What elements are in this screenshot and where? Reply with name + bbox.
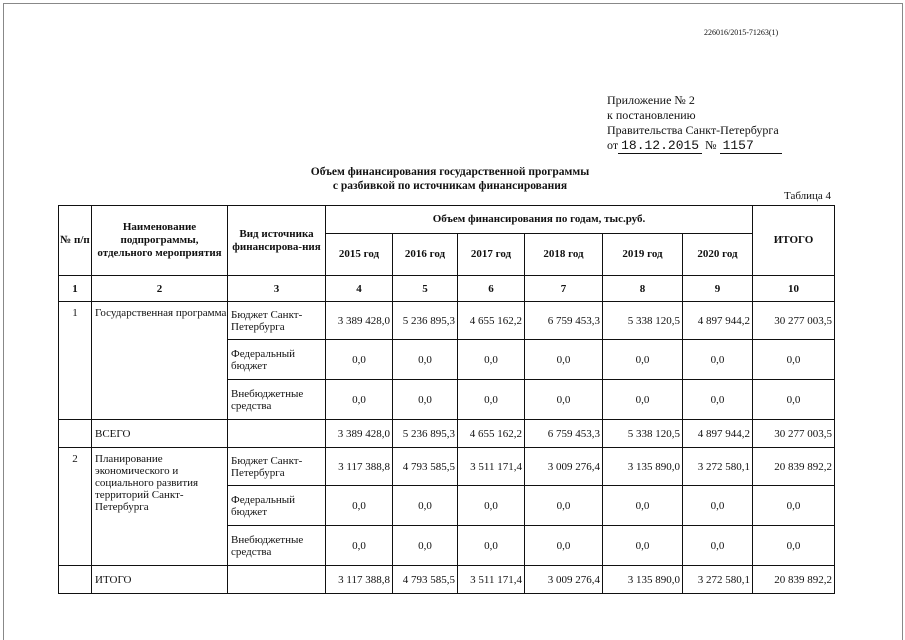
value-cell: 0,0 bbox=[683, 526, 753, 566]
value-cell: 0,0 bbox=[393, 380, 458, 420]
header-year: 2017 год bbox=[458, 234, 525, 276]
appendix-line-3: Правительства Санкт-Петербурга bbox=[607, 123, 779, 137]
date-prefix: от bbox=[607, 138, 619, 152]
value-cell: 3 135 890,0 bbox=[603, 566, 683, 594]
page-border-left bbox=[3, 3, 4, 640]
header-year: 2018 год bbox=[525, 234, 603, 276]
value-cell: 0,0 bbox=[393, 486, 458, 526]
value-cell: 0,0 bbox=[603, 340, 683, 380]
value-cell: 3 389 428,0 bbox=[326, 302, 393, 340]
value-cell: 0,0 bbox=[525, 340, 603, 380]
source-name: Бюджет Санкт-Петербурга bbox=[228, 448, 326, 486]
financing-table bbox=[58, 205, 835, 594]
page-border-right bbox=[902, 3, 903, 640]
value-cell: 0,0 bbox=[683, 340, 753, 380]
source-name: Внебюджетные средства bbox=[228, 380, 326, 420]
page-border-top bbox=[3, 3, 902, 4]
value-cell: 0,0 bbox=[525, 380, 603, 420]
table-number: Таблица 4 bbox=[784, 190, 832, 202]
resolution-number: 1157 bbox=[720, 138, 782, 154]
value-cell: 5 338 120,5 bbox=[603, 302, 683, 340]
value-cell: 3 272 580,1 bbox=[683, 566, 753, 594]
value-cell: 3 009 276,4 bbox=[525, 448, 603, 486]
total-cell: 30 277 003,5 bbox=[753, 420, 835, 448]
value-cell: 0,0 bbox=[326, 340, 393, 380]
header-total: ИТОГО bbox=[753, 206, 835, 276]
value-cell: 0,0 bbox=[393, 340, 458, 380]
total-cell: 20 839 892,2 bbox=[753, 566, 835, 594]
column-number: 8 bbox=[603, 276, 683, 302]
value-cell: 0,0 bbox=[603, 486, 683, 526]
column-number: 1 bbox=[59, 276, 92, 302]
program-name: Планирование экономического и социального развития территорий Санкт-Петербурга bbox=[92, 448, 228, 566]
title-line-2: с разбивкой по источникам финансирования bbox=[332, 180, 568, 192]
empty-cell bbox=[228, 420, 326, 448]
header-no: № п/п bbox=[59, 206, 92, 276]
column-number: 5 bbox=[393, 276, 458, 302]
document-id: 226016/2015-71263(1) bbox=[704, 28, 779, 37]
column-number: 3 bbox=[228, 276, 326, 302]
value-cell: 3 117 388,8 bbox=[326, 566, 393, 594]
appendix-line-1: Приложение № 2 bbox=[607, 93, 695, 107]
total-label: ИТОГО bbox=[92, 566, 228, 594]
header-year: 2015 год bbox=[326, 234, 393, 276]
value-cell: 0,0 bbox=[458, 340, 525, 380]
value-cell: 0,0 bbox=[326, 526, 393, 566]
total-label: ВСЕГО bbox=[92, 420, 228, 448]
value-cell: 0,0 bbox=[393, 526, 458, 566]
header-year: 2019 год bbox=[603, 234, 683, 276]
row-number: 1 bbox=[59, 302, 92, 420]
value-cell: 0,0 bbox=[603, 380, 683, 420]
value-cell: 3 135 890,0 bbox=[603, 448, 683, 486]
value-cell: 4 897 944,2 bbox=[683, 302, 753, 340]
total-cell: 30 277 003,5 bbox=[753, 302, 835, 340]
value-cell: 4 897 944,2 bbox=[683, 420, 753, 448]
value-cell: 0,0 bbox=[326, 486, 393, 526]
value-cell: 5 236 895,3 bbox=[393, 420, 458, 448]
column-number: 9 bbox=[683, 276, 753, 302]
total-cell: 0,0 bbox=[753, 486, 835, 526]
header-year: 2020 год bbox=[683, 234, 753, 276]
value-cell: 5 338 120,5 bbox=[603, 420, 683, 448]
total-cell: 20 839 892,2 bbox=[753, 448, 835, 486]
header-name: Наименование подпрограммы, отдельного мероприятия bbox=[92, 206, 228, 276]
column-number: 6 bbox=[458, 276, 525, 302]
header-year: 2016 год bbox=[393, 234, 458, 276]
value-cell: 0,0 bbox=[458, 380, 525, 420]
value-cell: 3 389 428,0 bbox=[326, 420, 393, 448]
value-cell: 0,0 bbox=[525, 526, 603, 566]
value-cell: 0,0 bbox=[683, 486, 753, 526]
value-cell: 0,0 bbox=[458, 486, 525, 526]
value-cell: 3 511 171,4 bbox=[458, 566, 525, 594]
title-line-1: Объем финансирования государственной программы bbox=[310, 166, 590, 178]
value-cell: 4 793 585,5 bbox=[393, 566, 458, 594]
appendix-line-2: к постановлению bbox=[607, 108, 696, 122]
empty-cell bbox=[59, 566, 92, 594]
column-number: 4 bbox=[326, 276, 393, 302]
source-name: Федеральный бюджет bbox=[228, 340, 326, 380]
value-cell: 3 272 580,1 bbox=[683, 448, 753, 486]
table-row bbox=[59, 302, 835, 340]
column-number: 7 bbox=[525, 276, 603, 302]
value-cell: 0,0 bbox=[603, 526, 683, 566]
number-prefix: № bbox=[705, 138, 717, 152]
header-source: Вид источника финансирова-ния bbox=[228, 206, 326, 276]
total-row bbox=[59, 566, 835, 594]
column-number: 10 bbox=[753, 276, 835, 302]
total-cell: 0,0 bbox=[753, 340, 835, 380]
resolution-date: 18.12.2015 bbox=[618, 138, 702, 154]
appendix-date-row bbox=[607, 138, 782, 154]
value-cell: 3 117 388,8 bbox=[326, 448, 393, 486]
column-number-row bbox=[59, 276, 835, 302]
appendix-block bbox=[607, 93, 782, 154]
value-cell: 0,0 bbox=[326, 380, 393, 420]
document-title bbox=[250, 165, 650, 193]
value-cell: 0,0 bbox=[525, 486, 603, 526]
program-name: Государственная программа bbox=[92, 302, 228, 420]
table-row bbox=[59, 448, 835, 486]
value-cell: 3 009 276,4 bbox=[525, 566, 603, 594]
source-name: Федеральный бюджет bbox=[228, 486, 326, 526]
value-cell: 4 793 585,5 bbox=[393, 448, 458, 486]
value-cell: 0,0 bbox=[683, 380, 753, 420]
value-cell: 4 655 162,2 bbox=[458, 302, 525, 340]
row-number: 2 bbox=[59, 448, 92, 566]
total-cell: 0,0 bbox=[753, 380, 835, 420]
value-cell: 4 655 162,2 bbox=[458, 420, 525, 448]
value-cell: 6 759 453,3 bbox=[525, 302, 603, 340]
value-cell: 5 236 895,3 bbox=[393, 302, 458, 340]
column-number: 2 bbox=[92, 276, 228, 302]
value-cell: 6 759 453,3 bbox=[525, 420, 603, 448]
value-cell: 3 511 171,4 bbox=[458, 448, 525, 486]
total-cell: 0,0 bbox=[753, 526, 835, 566]
total-row bbox=[59, 420, 835, 448]
empty-cell bbox=[59, 420, 92, 448]
source-name: Бюджет Санкт-Петербурга bbox=[228, 302, 326, 340]
empty-cell bbox=[228, 566, 326, 594]
source-name: Внебюджетные средства bbox=[228, 526, 326, 566]
header-volume: Объем финансирования по годам, тыс.руб. bbox=[326, 206, 753, 234]
value-cell: 0,0 bbox=[458, 526, 525, 566]
